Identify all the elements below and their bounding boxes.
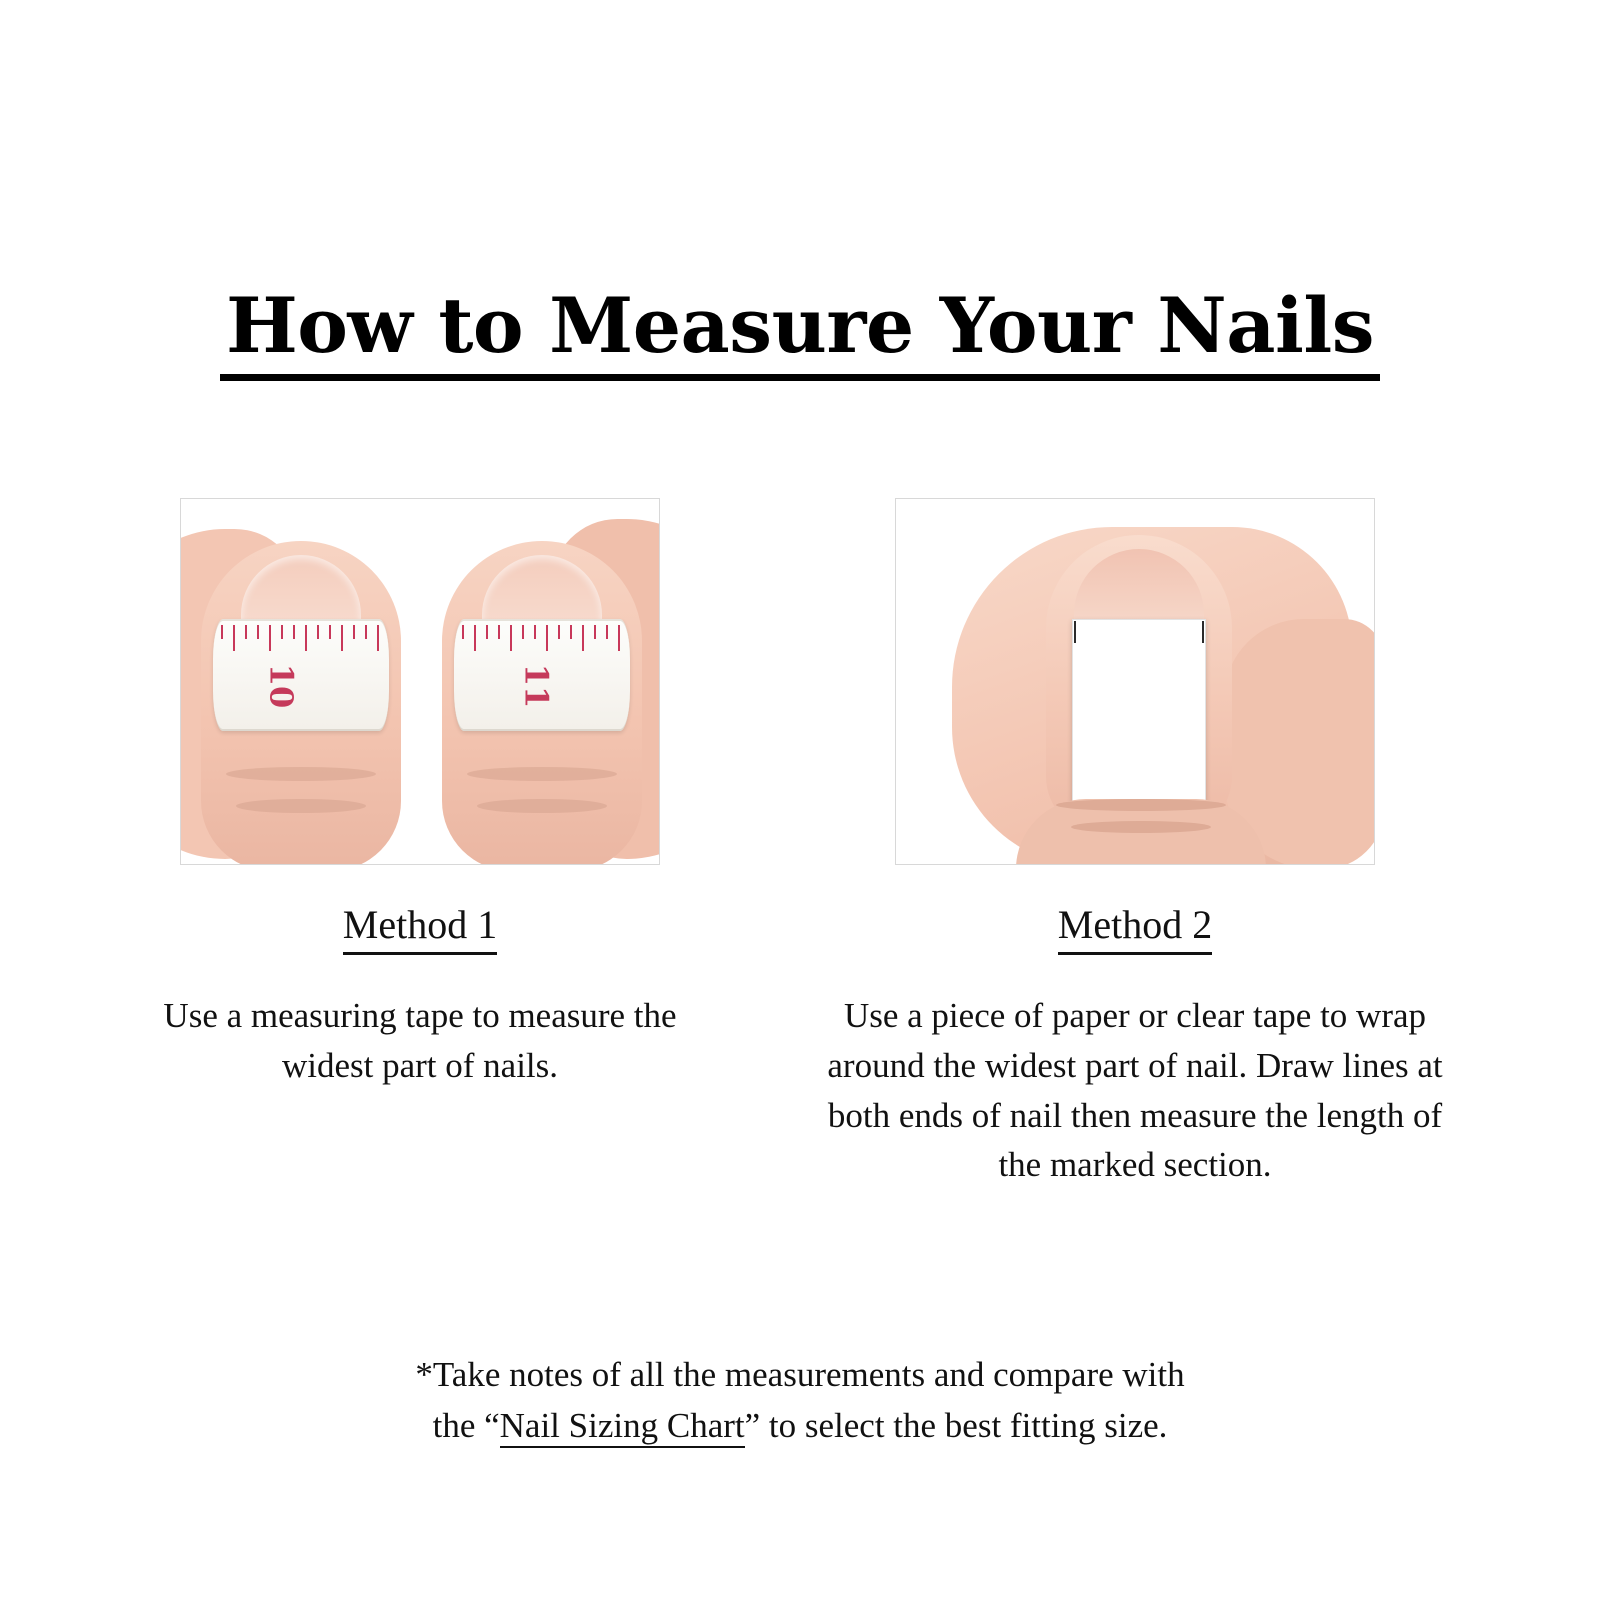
method-2-description: Use a piece of paper or clear tape to wrap around the widest part of nail. Draw lines at both ends of nail then measure the length of the marked section. [827, 996, 1443, 1185]
method-2-label: Method 2 [1058, 901, 1212, 955]
tape-number-row [454, 661, 630, 721]
method-1-description: Use a measuring tape to measure the widest part of nails. [163, 996, 677, 1086]
footnote [200, 1350, 1400, 1452]
tape-number: 10 [261, 664, 300, 709]
nail-sizing-chart-link[interactable]: Nail Sizing Chart [500, 1406, 745, 1448]
method-1-label: Method 1 [343, 901, 497, 955]
page-title: How to Measure Your Nails [220, 287, 1380, 382]
paper-strip-icon [1072, 619, 1206, 807]
footnote-line-2 [200, 1401, 1400, 1452]
measuring-tape-icon [213, 619, 389, 731]
page-title-wrap [0, 0, 1600, 432]
footnote-prefix: the “ [432, 1405, 500, 1445]
tape-ticks [213, 625, 389, 659]
method-1-photo-right-half [420, 499, 660, 864]
mark-line-right-icon [1202, 621, 1204, 643]
method-2-column [810, 498, 1460, 1190]
mark-line-left-icon [1074, 621, 1076, 643]
tape-number: 11 [516, 664, 555, 709]
footnote-suffix: ” to select the best fitting size. [744, 1405, 1168, 1445]
footnote-line-1: *Take notes of all the measurements and compare with [415, 1355, 1185, 1395]
method-1-photo-left-half [181, 499, 420, 864]
method-2-photo [895, 498, 1375, 865]
measuring-tape-icon [454, 619, 630, 731]
tape-number-row [213, 661, 389, 721]
methods-container [0, 498, 1600, 1190]
method-1-photo [180, 498, 660, 865]
method-1-column [140, 498, 700, 1190]
tape-ticks [454, 625, 630, 659]
